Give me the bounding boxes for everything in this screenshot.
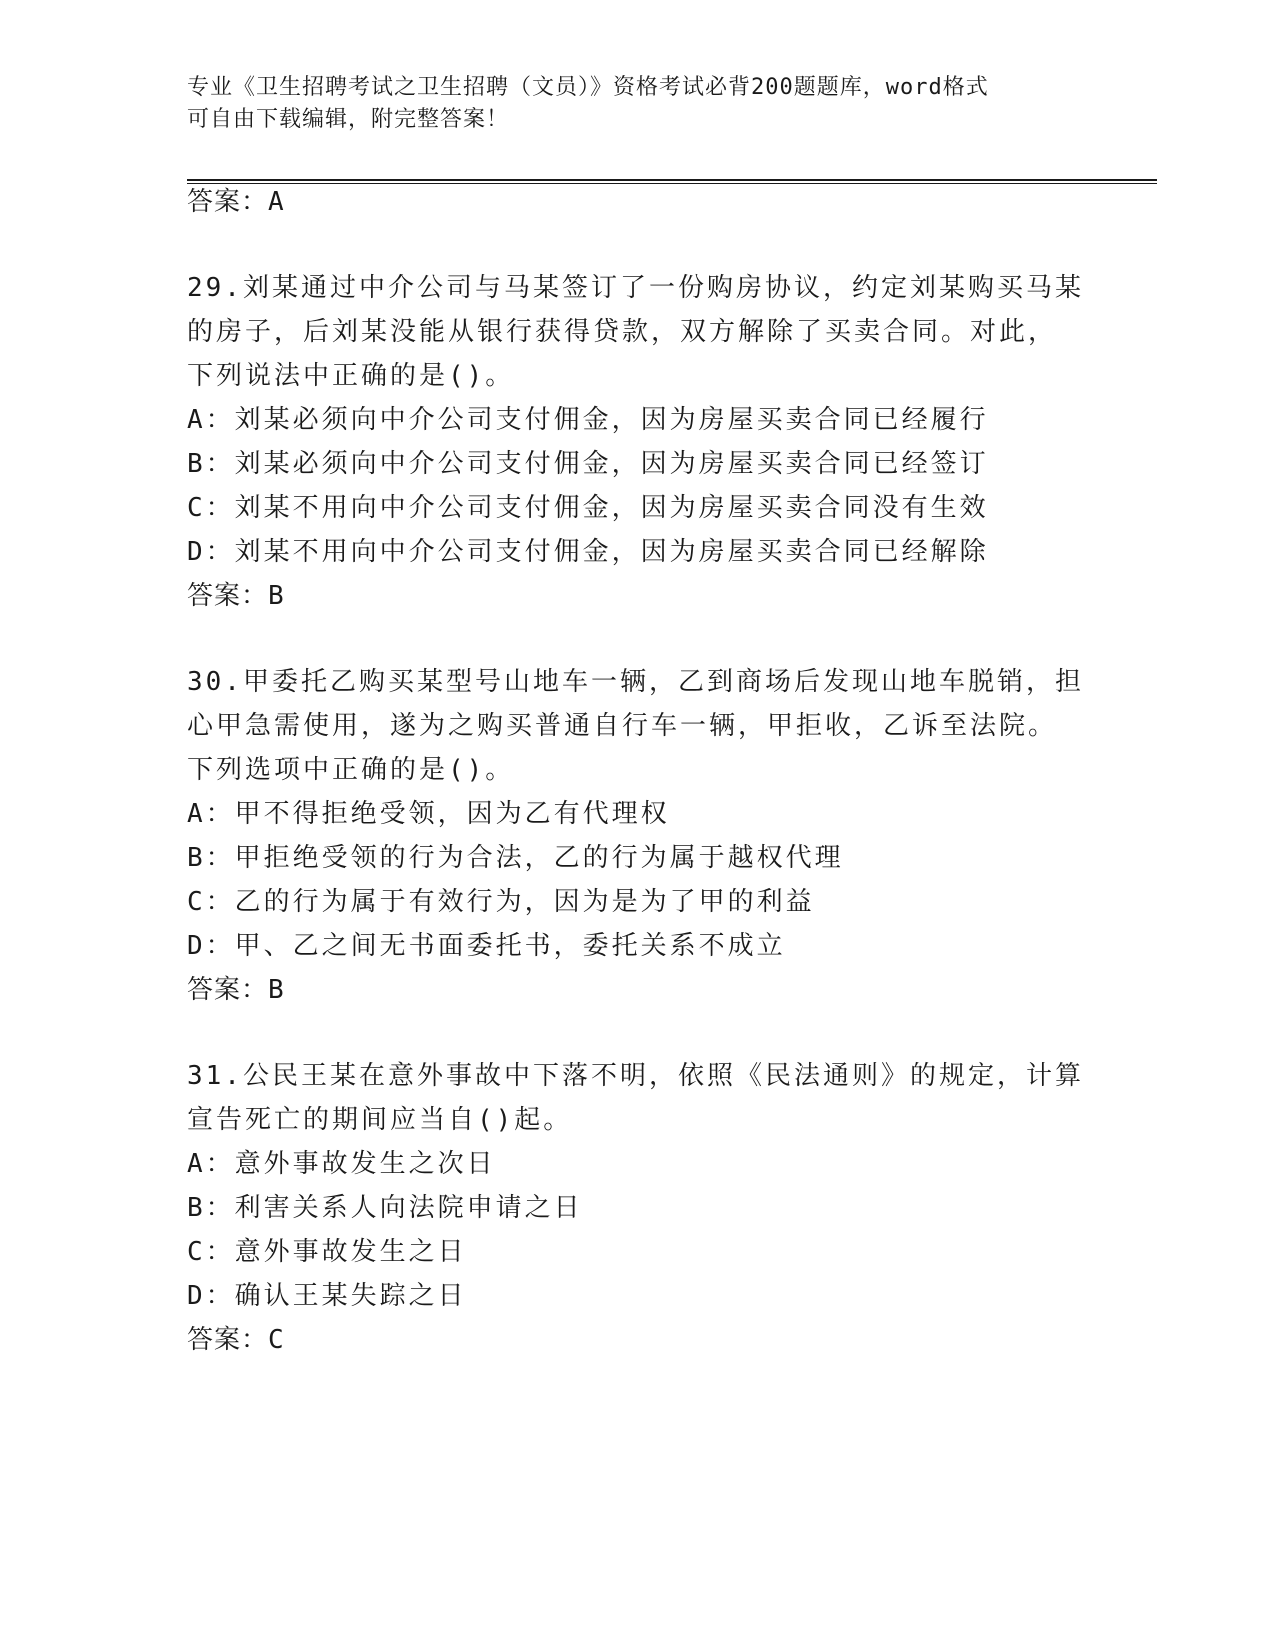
question-stem-line: 下列说法中正确的是()。 [187, 361, 515, 391]
option-b: B：甲拒绝受领的行为合法，乙的行为属于越权代理 [187, 843, 844, 873]
question-stem-line: 的房子，后刘某没能从银行获得贷款，双方解除了买卖合同。对此， [187, 317, 1058, 347]
header-title-line-1: 专业《卫生招聘考试之卫生招聘（文员）》资格考试必背200题题库，word格式 [187, 75, 989, 100]
option-a: A：刘某必须向中介公司支付佣金，因为房屋买卖合同已经履行 [187, 405, 989, 435]
question-stem-line: 30.甲委托乙购买某型号山地车一辆，乙到商场后发现山地车脱销，担 [187, 667, 1084, 697]
option-c: C：意外事故发生之日 [187, 1237, 467, 1267]
option-c: C：乙的行为属于有效行为，因为是为了甲的利益 [187, 887, 815, 917]
question-stem-line: 31.公民王某在意外事故中下落不明，依照《民法通则》的规定，计算 [187, 1061, 1084, 1091]
answer-q28: 答案：A [187, 187, 285, 217]
question-stem-line: 下列选项中正确的是()。 [187, 755, 515, 785]
option-d: D：刘某不用向中介公司支付佣金，因为房屋买卖合同已经解除 [187, 537, 989, 567]
option-d: D：甲、乙之间无书面委托书，委托关系不成立 [187, 931, 786, 961]
option-c: C：刘某不用向中介公司支付佣金，因为房屋买卖合同没有生效 [187, 493, 989, 523]
option-a: A：意外事故发生之次日 [187, 1149, 496, 1179]
option-d: D：确认王某失踪之日 [187, 1281, 467, 1311]
option-b: B：利害关系人向法院申请之日 [187, 1193, 583, 1223]
question-stem-line: 29.刘某通过中介公司与马某签订了一份购房协议，约定刘某购买马某 [187, 273, 1084, 303]
answer-q29: 答案：B [187, 581, 285, 611]
document-header [187, 72, 1087, 136]
option-a: A：甲不得拒绝受领，因为乙有代理权 [187, 799, 670, 829]
header-title-line-2: 可自由下载编辑，附完整答案！ [187, 107, 510, 132]
header-divider [187, 179, 1157, 184]
answer-q30: 答案：B [187, 975, 285, 1005]
option-b: B：刘某必须向中介公司支付佣金，因为房屋买卖合同已经签订 [187, 449, 989, 479]
question-stem-line: 宣告死亡的期间应当自()起。 [187, 1105, 573, 1135]
question-stem-line: 心甲急需使用，遂为之购买普通自行车一辆，甲拒收，乙诉至法院。 [187, 711, 1058, 741]
answer-q31: 答案：C [187, 1325, 285, 1355]
